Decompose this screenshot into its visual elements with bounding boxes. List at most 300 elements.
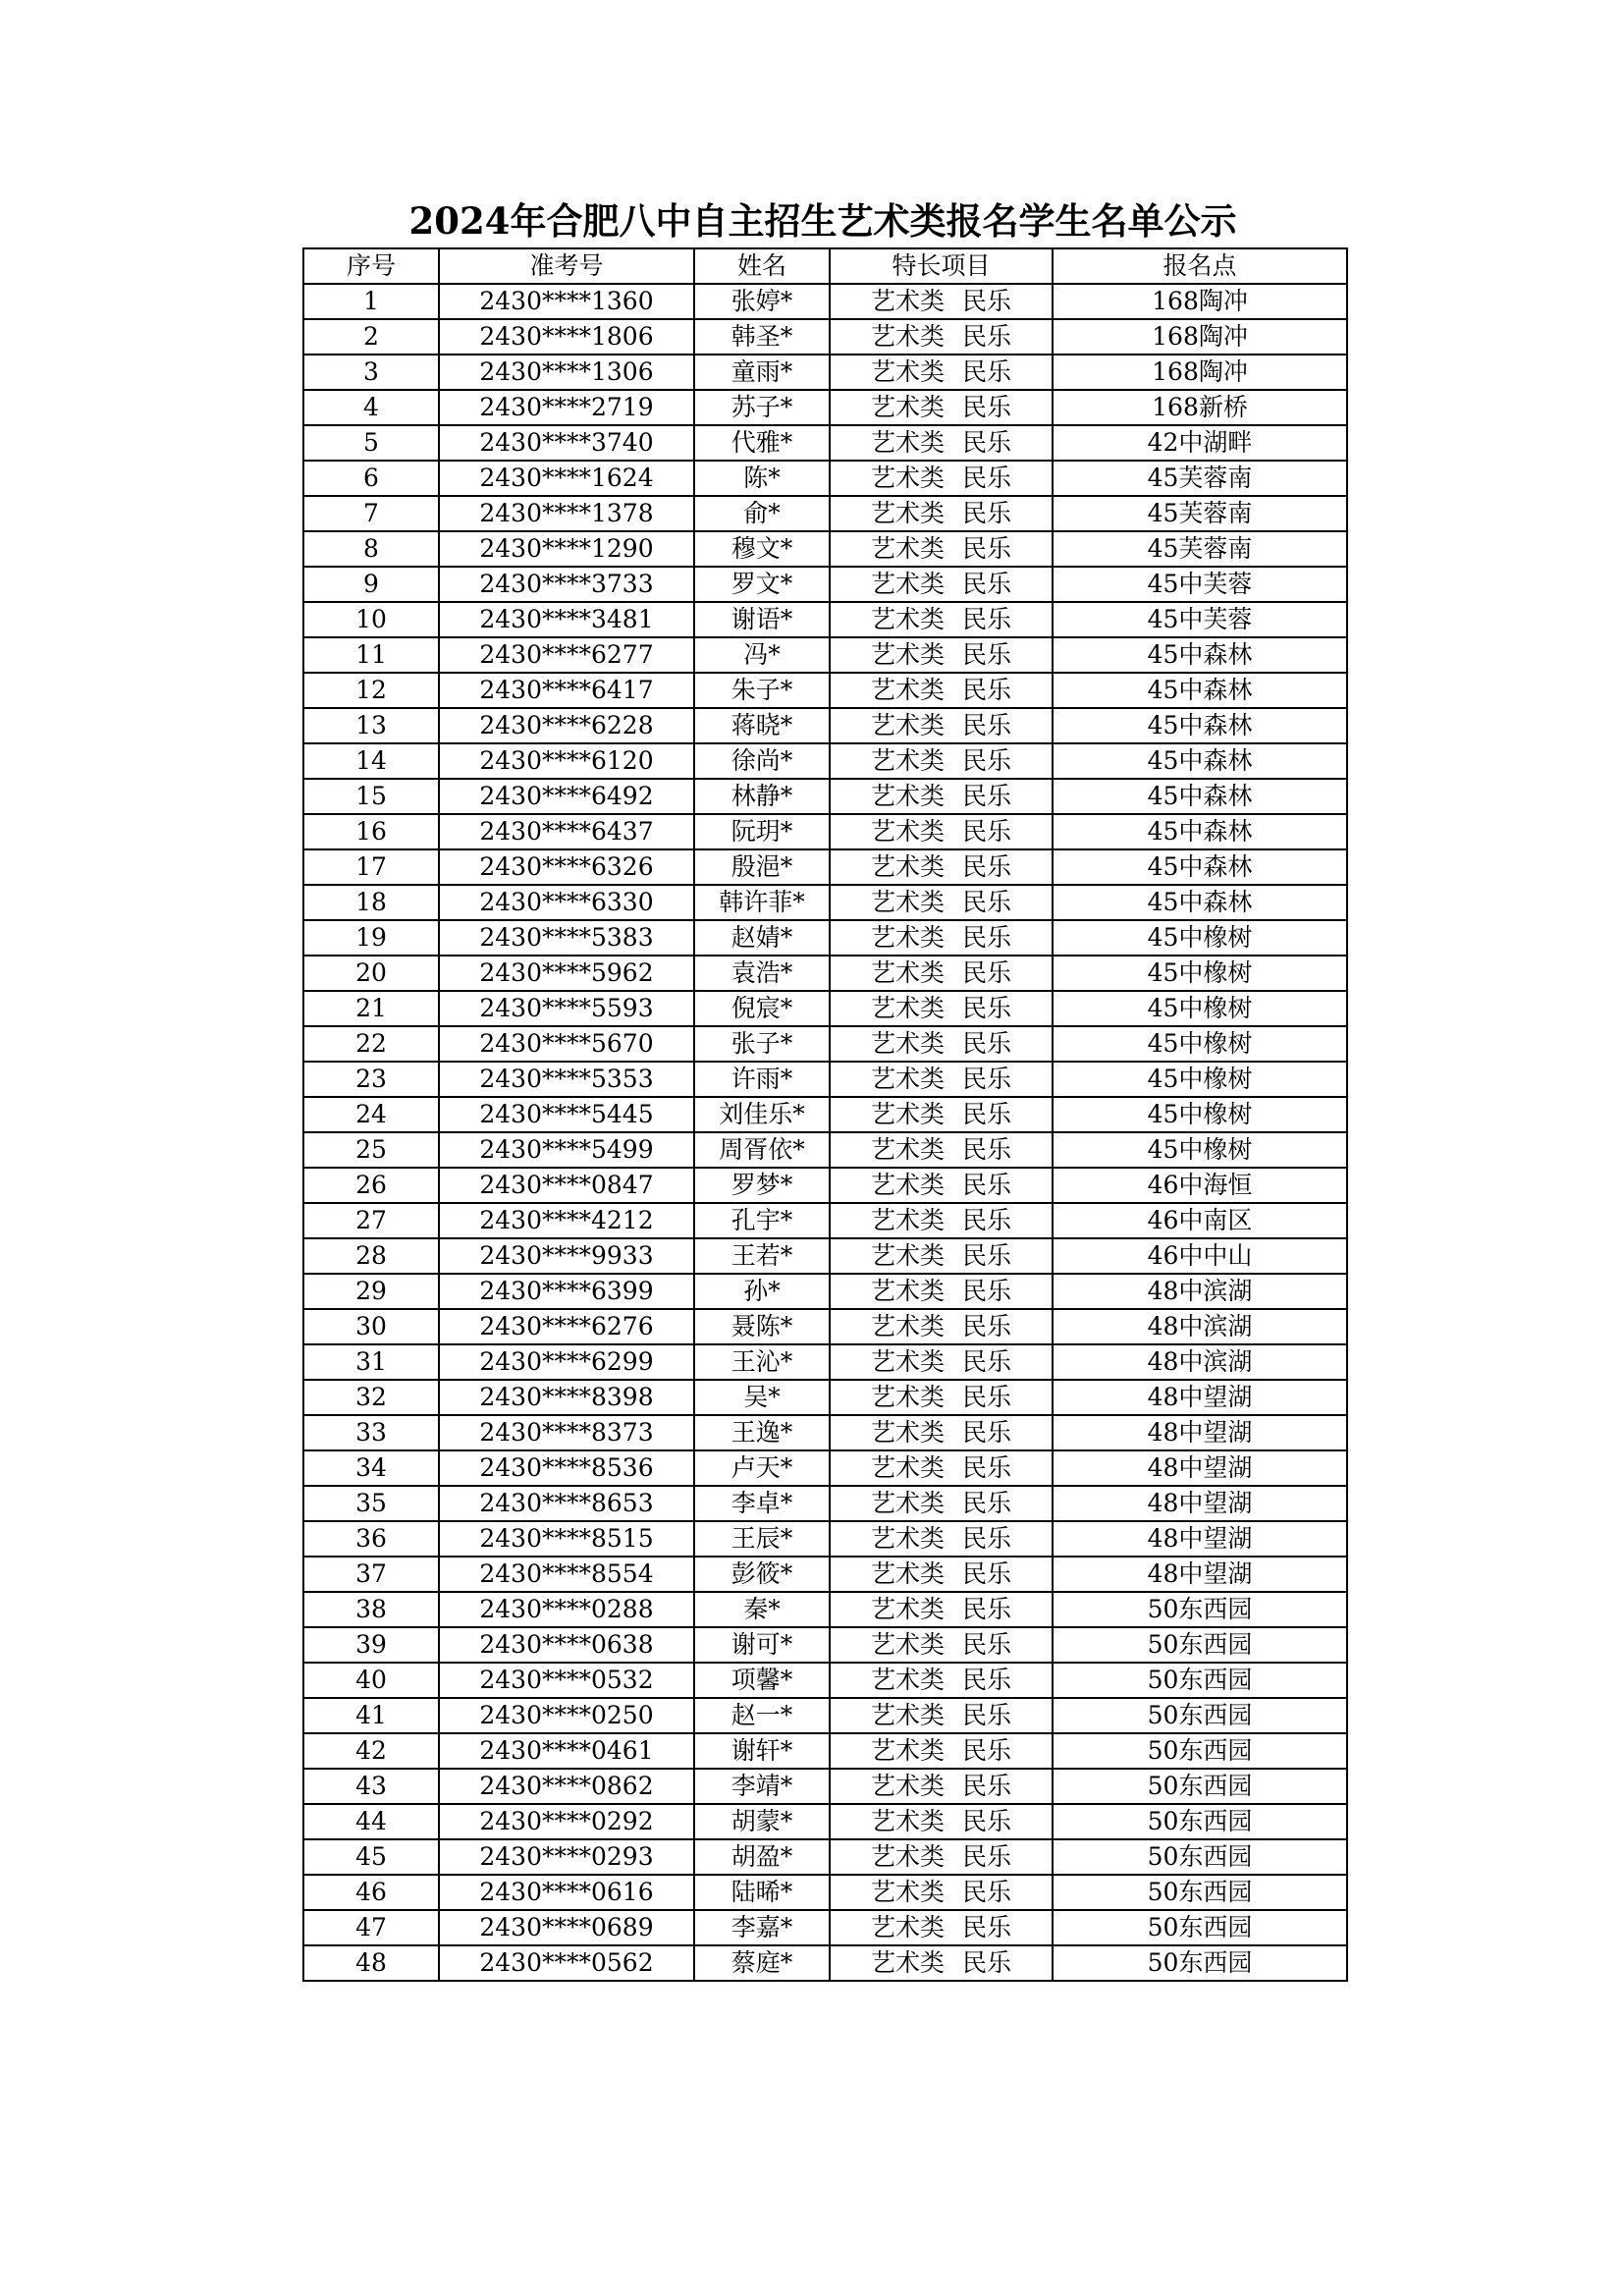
cell-index: 18 [303,885,439,920]
cell-exam-number: 2430****5383 [439,920,694,956]
table-row [303,1839,1347,1875]
cell-registration-site: 50东西园 [1053,1627,1347,1663]
specialty-category: 艺术类 [870,1948,945,1977]
cell-name: 张子* [694,1026,830,1062]
specialty-instrument: 民乐 [962,1595,1012,1623]
cell-registration-site: 45中森林 [1053,849,1347,885]
table-row [303,1486,1347,1521]
specialty-instrument: 民乐 [962,1206,1012,1234]
table-row [303,708,1347,743]
cell-exam-number: 2430****6492 [439,779,694,814]
cell-index: 37 [303,1557,439,1592]
table-row [303,1450,1347,1486]
cell-specialty [830,461,1053,496]
cell-registration-site: 48中望湖 [1053,1486,1347,1521]
cell-exam-number: 2430****8653 [439,1486,694,1521]
cell-name: 许雨* [694,1062,830,1097]
cell-name: 吴* [694,1380,830,1415]
cell-name: 朱子* [694,673,830,708]
specialty-category: 艺术类 [870,1842,945,1871]
specialty-category: 艺术类 [870,287,945,315]
cell-name: 谢语* [694,602,830,637]
cell-name: 彭筱* [694,1557,830,1592]
cell-registration-site: 48中望湖 [1053,1380,1347,1415]
cell-index: 7 [303,496,439,531]
cell-exam-number: 2430****4212 [439,1203,694,1238]
specialty-category: 艺术类 [870,1489,945,1517]
specialty-category: 艺术类 [870,1524,945,1553]
cell-specialty [830,1309,1053,1344]
cell-specialty [830,849,1053,885]
cell-specialty [830,1097,1053,1132]
cell-name: 李嘉* [694,1910,830,1945]
table-row [303,1557,1347,1592]
cell-exam-number: 2430****0847 [439,1168,694,1203]
cell-name: 蔡庭* [694,1945,830,1981]
cell-name: 王沁* [694,1344,830,1380]
cell-registration-site: 45中橡树 [1053,1097,1347,1132]
header-exam-number: 准考号 [439,248,694,284]
cell-specialty [830,1415,1053,1450]
cell-index: 25 [303,1132,439,1168]
specialty-instrument: 民乐 [962,1347,1012,1376]
cell-exam-number: 2430****6277 [439,637,694,673]
cell-registration-site: 45中橡树 [1053,1062,1347,1097]
cell-index: 40 [303,1663,439,1698]
table-row [303,1062,1347,1097]
cell-registration-site: 50东西园 [1053,1945,1347,1981]
specialty-instrument: 民乐 [962,711,1012,739]
specialty-category: 艺术类 [870,1453,945,1482]
specialty-category: 艺术类 [870,746,945,775]
cell-index: 36 [303,1521,439,1557]
specialty-category: 艺术类 [870,322,945,351]
page-title: 2024年合肥八中自主招生艺术类报名学生名单公示 [408,199,1237,243]
specialty-instrument: 民乐 [962,1524,1012,1553]
cell-specialty [830,814,1053,849]
cell-registration-site: 48中望湖 [1053,1415,1347,1450]
cell-registration-site: 45中森林 [1053,814,1347,849]
cell-name: 胡盈* [694,1839,830,1875]
cell-exam-number: 2430****0461 [439,1733,694,1769]
cell-specialty [830,1945,1053,1981]
specialty-instrument: 民乐 [962,1277,1012,1305]
cell-name: 穆文* [694,531,830,567]
cell-name: 林静* [694,779,830,814]
cell-exam-number: 2430****5962 [439,956,694,991]
cell-exam-number: 2430****6399 [439,1274,694,1309]
specialty-instrument: 民乐 [962,287,1012,315]
cell-index: 33 [303,1415,439,1450]
specialty-category: 艺术类 [870,1559,945,1588]
cell-exam-number: 2430****1378 [439,496,694,531]
table-row [303,496,1347,531]
header-index: 序号 [303,248,439,284]
cell-specialty [830,920,1053,956]
cell-registration-site: 168陶冲 [1053,355,1347,390]
specialty-category: 艺术类 [870,1029,945,1058]
cell-index: 17 [303,849,439,885]
cell-name: 刘佳乐* [694,1097,830,1132]
specialty-instrument: 民乐 [962,1807,1012,1835]
specialty-category: 艺术类 [870,464,945,492]
specialty-category: 艺术类 [870,1630,945,1659]
cell-exam-number: 2430****1290 [439,531,694,567]
cell-specialty [830,1698,1053,1733]
table-row [303,602,1347,637]
specialty-category: 艺术类 [870,1595,945,1623]
cell-index: 21 [303,991,439,1026]
header-name: 姓名 [694,248,830,284]
specialty-instrument: 民乐 [962,640,1012,669]
cell-registration-site: 45中橡树 [1053,991,1347,1026]
cell-exam-number: 2430****6417 [439,673,694,708]
table-row [303,1521,1347,1557]
specialty-instrument: 民乐 [962,1948,1012,1977]
cell-index: 5 [303,425,439,461]
cell-index: 6 [303,461,439,496]
specialty-category: 艺术类 [870,640,945,669]
cell-index: 22 [303,1026,439,1062]
cell-exam-number: 2430****9933 [439,1238,694,1274]
table-row [303,920,1347,956]
cell-name: 赵婧* [694,920,830,956]
cell-name: 罗梦* [694,1168,830,1203]
table-row [303,1026,1347,1062]
cell-specialty [830,991,1053,1026]
cell-index: 41 [303,1698,439,1733]
cell-exam-number: 2430****6120 [439,743,694,779]
cell-index: 14 [303,743,439,779]
cell-registration-site: 45芙蓉南 [1053,496,1347,531]
table-row [303,1663,1347,1698]
specialty-category: 艺术类 [870,534,945,563]
cell-index: 10 [303,602,439,637]
cell-index: 47 [303,1910,439,1945]
cell-registration-site: 45中森林 [1053,779,1347,814]
cell-index: 16 [303,814,439,849]
cell-registration-site: 46中海恒 [1053,1168,1347,1203]
cell-specialty [830,1557,1053,1592]
table-body [303,284,1347,1981]
specialty-category: 艺术类 [870,817,945,846]
cell-exam-number: 2430****6299 [439,1344,694,1380]
specialty-category: 艺术类 [870,1383,945,1411]
specialty-instrument: 民乐 [962,1772,1012,1800]
cell-registration-site: 168陶冲 [1053,319,1347,355]
table-row [303,1804,1347,1839]
cell-registration-site: 50东西园 [1053,1592,1347,1627]
cell-index: 4 [303,390,439,425]
cell-specialty [830,602,1053,637]
specialty-category: 艺术类 [870,1135,945,1164]
cell-name: 王逸* [694,1415,830,1450]
cell-registration-site: 45芙蓉南 [1053,531,1347,567]
cell-specialty [830,319,1053,355]
specialty-instrument: 民乐 [962,1453,1012,1482]
table-row [303,531,1347,567]
cell-specialty [830,1733,1053,1769]
cell-registration-site: 48中望湖 [1053,1521,1347,1557]
cell-name: 张婷* [694,284,830,319]
cell-name: 卢天* [694,1450,830,1486]
specialty-instrument: 民乐 [962,570,1012,598]
cell-registration-site: 45中芙蓉 [1053,567,1347,602]
cell-exam-number: 2430****1624 [439,461,694,496]
cell-index: 20 [303,956,439,991]
cell-index: 2 [303,319,439,355]
cell-exam-number: 2430****0292 [439,1804,694,1839]
specialty-category: 艺术类 [870,1772,945,1800]
cell-specialty [830,1486,1053,1521]
cell-exam-number: 2430****0250 [439,1698,694,1733]
specialty-instrument: 民乐 [962,322,1012,351]
specialty-instrument: 民乐 [962,888,1012,916]
cell-specialty [830,1450,1053,1486]
table-row [303,284,1347,319]
cell-registration-site: 50东西园 [1053,1910,1347,1945]
cell-index: 48 [303,1945,439,1981]
cell-index: 32 [303,1380,439,1415]
cell-registration-site: 48中滨湖 [1053,1309,1347,1344]
specialty-category: 艺术类 [870,1312,945,1340]
cell-specialty [830,1769,1053,1804]
specialty-instrument: 民乐 [962,534,1012,563]
cell-registration-site: 46中南区 [1053,1203,1347,1238]
cell-exam-number: 2430****1360 [439,284,694,319]
cell-exam-number: 2430****6228 [439,708,694,743]
cell-registration-site: 48中望湖 [1053,1450,1347,1486]
cell-name: 王若* [694,1238,830,1274]
cell-specialty [830,708,1053,743]
cell-exam-number: 2430****1806 [439,319,694,355]
cell-specialty [830,673,1053,708]
cell-registration-site: 45中橡树 [1053,920,1347,956]
cell-registration-site: 42中湖畔 [1053,425,1347,461]
specialty-category: 艺术类 [870,1807,945,1835]
specialty-category: 艺术类 [870,605,945,633]
cell-specialty [830,390,1053,425]
cell-specialty [830,1344,1053,1380]
cell-registration-site: 45中芙蓉 [1053,602,1347,637]
cell-specialty [830,496,1053,531]
table-row [303,1910,1347,1945]
specialty-instrument: 民乐 [962,782,1012,810]
table-row [303,1698,1347,1733]
specialty-instrument: 民乐 [962,1100,1012,1128]
specialty-instrument: 民乐 [962,746,1012,775]
table-row [303,1097,1347,1132]
specialty-category: 艺术类 [870,393,945,421]
cell-specialty [830,743,1053,779]
table-row [303,1733,1347,1769]
cell-index: 23 [303,1062,439,1097]
cell-index: 30 [303,1309,439,1344]
specialty-category: 艺术类 [870,1666,945,1694]
table-row [303,673,1347,708]
cell-registration-site: 168陶冲 [1053,284,1347,319]
specialty-instrument: 民乐 [962,1135,1012,1164]
table-row [303,567,1347,602]
specialty-instrument: 民乐 [962,923,1012,952]
specialty-instrument: 民乐 [962,393,1012,421]
cell-registration-site: 50东西园 [1053,1875,1347,1910]
cell-specialty [830,1026,1053,1062]
specialty-instrument: 民乐 [962,1701,1012,1729]
cell-exam-number: 2430****8536 [439,1450,694,1486]
cell-index: 13 [303,708,439,743]
cell-specialty [830,1627,1053,1663]
cell-name: 聂陈* [694,1309,830,1344]
cell-exam-number: 2430****8515 [439,1521,694,1557]
table-row [303,1132,1347,1168]
cell-exam-number: 2430****8398 [439,1380,694,1415]
specialty-category: 艺术类 [870,923,945,952]
specialty-instrument: 民乐 [962,1171,1012,1199]
specialty-instrument: 民乐 [962,817,1012,846]
specialty-category: 艺术类 [870,1171,945,1199]
cell-registration-site: 48中滨湖 [1053,1274,1347,1309]
cell-specialty [830,425,1053,461]
header-specialty: 特长项目 [830,248,1053,284]
table-header-row [303,248,1347,284]
specialty-instrument: 民乐 [962,1383,1012,1411]
table-row [303,743,1347,779]
cell-name: 陆晞* [694,1875,830,1910]
specialty-category: 艺术类 [870,852,945,881]
cell-specialty [830,1062,1053,1097]
cell-specialty [830,1839,1053,1875]
cell-name: 倪宸* [694,991,830,1026]
table-row [303,1309,1347,1344]
specialty-category: 艺术类 [870,994,945,1022]
cell-name: 谢轩* [694,1733,830,1769]
specialty-category: 艺术类 [870,782,945,810]
specialty-instrument: 民乐 [962,1736,1012,1765]
specialty-category: 艺术类 [870,1241,945,1270]
specialty-category: 艺术类 [870,499,945,527]
table-row [303,991,1347,1026]
cell-registration-site: 50东西园 [1053,1839,1347,1875]
cell-name: 胡蒙* [694,1804,830,1839]
specialty-instrument: 民乐 [962,428,1012,457]
cell-exam-number: 2430****0562 [439,1945,694,1981]
specialty-category: 艺术类 [870,958,945,987]
table-row [303,637,1347,673]
cell-index: 39 [303,1627,439,1663]
table-row [303,814,1347,849]
cell-index: 1 [303,284,439,319]
cell-registration-site: 45中橡树 [1053,1026,1347,1062]
cell-index: 27 [303,1203,439,1238]
cell-index: 29 [303,1274,439,1309]
cell-exam-number: 2430****5670 [439,1026,694,1062]
table-row [303,1769,1347,1804]
cell-specialty [830,779,1053,814]
table-row [303,1168,1347,1203]
cell-specialty [830,1380,1053,1415]
specialty-instrument: 民乐 [962,994,1012,1022]
specialty-instrument: 民乐 [962,1489,1012,1517]
cell-specialty [830,531,1053,567]
specialty-instrument: 民乐 [962,357,1012,386]
table-row [303,849,1347,885]
specialty-category: 艺术类 [870,1100,945,1128]
specialty-instrument: 民乐 [962,1878,1012,1906]
cell-exam-number: 2430****6326 [439,849,694,885]
table-row [303,425,1347,461]
specialty-category: 艺术类 [870,1736,945,1765]
cell-name: 徐尚* [694,743,830,779]
cell-exam-number: 2430****0293 [439,1839,694,1875]
cell-exam-number: 2430****5353 [439,1062,694,1097]
cell-index: 8 [303,531,439,567]
cell-registration-site: 50东西园 [1053,1769,1347,1804]
cell-exam-number: 2430****0638 [439,1627,694,1663]
cell-exam-number: 2430****6330 [439,885,694,920]
cell-specialty [830,1132,1053,1168]
table-row [303,355,1347,390]
cell-specialty [830,1804,1053,1839]
cell-registration-site: 50东西园 [1053,1663,1347,1698]
specialty-instrument: 民乐 [962,1418,1012,1447]
cell-name: 李卓* [694,1486,830,1521]
cell-specialty [830,355,1053,390]
table-row [303,1627,1347,1663]
cell-specialty [830,956,1053,991]
table-row [303,1592,1347,1627]
cell-index: 42 [303,1733,439,1769]
specialty-instrument: 民乐 [962,1913,1012,1941]
specialty-instrument: 民乐 [962,464,1012,492]
cell-registration-site: 50东西园 [1053,1733,1347,1769]
cell-name: 周胥依* [694,1132,830,1168]
table-row [303,1344,1347,1380]
cell-name: 代雅* [694,425,830,461]
cell-registration-site: 45中橡树 [1053,956,1347,991]
cell-name: 罗文* [694,567,830,602]
cell-name: 项馨* [694,1663,830,1698]
cell-registration-site: 50东西园 [1053,1804,1347,1839]
cell-exam-number: 2430****0532 [439,1663,694,1698]
specialty-instrument: 民乐 [962,1029,1012,1058]
specialty-instrument: 民乐 [962,499,1012,527]
specialty-category: 艺术类 [870,1065,945,1093]
student-roster-table [302,247,1348,1982]
cell-name: 蒋晓* [694,708,830,743]
table-row [303,319,1347,355]
cell-name: 王辰* [694,1521,830,1557]
cell-registration-site: 46中中山 [1053,1238,1347,1274]
table-row [303,956,1347,991]
table-row [303,1238,1347,1274]
cell-registration-site: 45中森林 [1053,743,1347,779]
cell-index: 24 [303,1097,439,1132]
table-row [303,1380,1347,1415]
cell-exam-number: 2430****8373 [439,1415,694,1450]
table-row [303,1945,1347,1981]
cell-name: 冯* [694,637,830,673]
cell-index: 3 [303,355,439,390]
cell-exam-number: 2430****0288 [439,1592,694,1627]
cell-exam-number: 2430****1306 [439,355,694,390]
cell-registration-site: 45中橡树 [1053,1132,1347,1168]
cell-name: 袁浩* [694,956,830,991]
cell-index: 9 [303,567,439,602]
cell-name: 苏子* [694,390,830,425]
cell-index: 19 [303,920,439,956]
cell-name: 秦* [694,1592,830,1627]
